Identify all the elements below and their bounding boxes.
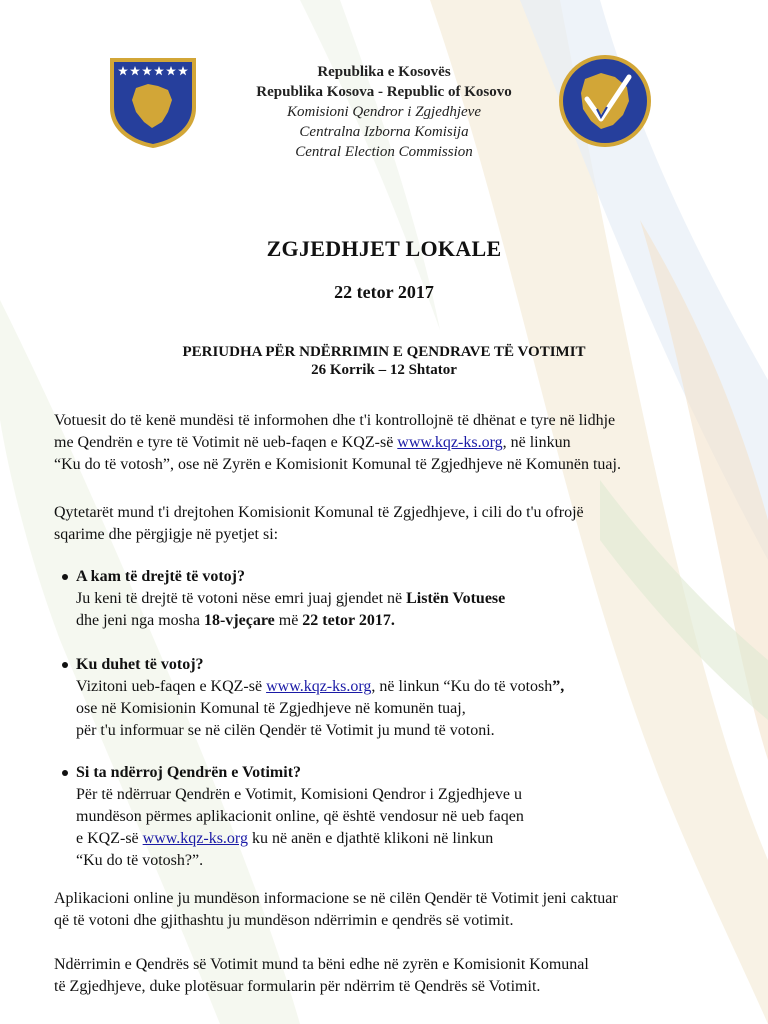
citizens-line-2: sqarime dhe përgjigje në pyetjet si: (54, 526, 279, 543)
intro-paragraph (54, 410, 744, 476)
answer-text: Ju keni të drejtë të votoni nëse emri juaj gjendet në (76, 590, 407, 607)
question-heading (62, 654, 742, 676)
question-change-polling-station (62, 762, 742, 872)
answer-text: dhe jeni nga mosha (76, 612, 204, 629)
office-change-paragraph (54, 954, 744, 998)
answer-line-1 (76, 676, 742, 698)
intro-line-2-text: me Qendrën e tyre të Votimit në ueb-faqen e KQZ-së (54, 434, 398, 451)
header-republic-sr-en: Republika Kosova - Republic of Kosovo (256, 84, 512, 100)
intro-line-3: “Ku do të votosh”, ose në Zyrën e Komisionit Komunal të Zgjedhjeve në Komunën tuaj. (54, 456, 621, 473)
answer-line-2 (76, 610, 742, 632)
answer-emphasis: Listën Votuese (406, 590, 506, 607)
period-title: PERIUDHA PËR NDËRRIMIN E QENDRAVE TË VOTIMIT (182, 344, 586, 360)
kqz-website-link[interactable]: www.kqz-ks.org (266, 678, 372, 695)
question-heading (62, 762, 742, 784)
bullet-icon (62, 770, 68, 776)
answer-body (76, 588, 742, 632)
answer-line-2: ose në Komisionin Komunal të Zgjedhjeve në komunën tuaj, (76, 700, 466, 717)
intro-line-2-tail: , në linkun (502, 434, 571, 451)
online-application-paragraph (54, 888, 744, 932)
bullet-icon (62, 574, 68, 580)
question-text: Si ta ndërroj Qendrën e Votimit? (76, 764, 302, 781)
question-heading (62, 566, 742, 588)
citizens-line-1: Qytetarët mund t'i drejtohen Komisionit Komunal të Zgjedhjeve, i cili do t'u ofrojë (54, 504, 584, 521)
answer-text: , në linkun “Ku do të votosh (371, 678, 553, 695)
answer-emphasis: ”, (552, 678, 565, 695)
page-title: ZGJEDHJET LOKALE (266, 236, 502, 261)
answer-line-3: për t'u informuar se në cilën Qendër të Votimit ju mund të votoni. (76, 722, 495, 739)
intro-line-1: Votuesit do të kenë mundësi të informohen dhe t'i kontrollojnë të dhënat e tyre në lidhje (54, 412, 616, 429)
answer-text: ku në anën e djathtë klikoni në linkun (247, 830, 494, 847)
header-commission-en: Central Election Commission (295, 144, 473, 160)
header-commission-sq: Komisioni Qendror i Zgjedhjeve (286, 104, 481, 120)
answer-line-1: Për të ndërruar Qendrën e Votimit, Komisioni Qendror i Zgjedhjeve u (76, 786, 522, 803)
period-dates: 26 Korrik – 12 Shtator (311, 362, 457, 378)
question-where-to-vote (62, 654, 742, 742)
online-line-1: Aplikacioni online ju mundëson informacione se në cilën Qendër të Votimit jeni caktuar (54, 890, 618, 907)
answer-emphasis: 18-vjeçare (203, 612, 275, 629)
header-commission-sr: Centralna Izborna Komisija (299, 124, 469, 140)
answer-emphasis: 22 tetor 2017. (302, 612, 395, 629)
office-line-2: të Zgjedhjeve, duke plotësuar formularin për ndërrim të Qendrës së Votimit. (54, 978, 541, 995)
question-text: A kam të drejtë të votoj? (76, 568, 245, 585)
kqz-website-link[interactable]: www.kqz-ks.org (397, 434, 503, 451)
question-right-to-vote (62, 566, 742, 632)
header-republic-sq: Republika e Kosovës (317, 64, 451, 80)
answer-text: e KQZ-së (76, 830, 143, 847)
answer-body (76, 676, 742, 742)
kqz-website-link[interactable]: www.kqz-ks.org (142, 830, 248, 847)
answer-text: më (274, 612, 303, 629)
answer-line-3 (76, 828, 742, 850)
citizens-paragraph (54, 502, 744, 546)
institution-header (0, 62, 768, 162)
answer-line-1 (76, 588, 742, 610)
office-line-1: Ndërrimin e Qendrës së Votimit mund ta bëni edhe në zyrën e Komisionit Komunal (54, 956, 589, 973)
answer-line-4: “Ku do të votosh?”. (76, 852, 204, 869)
answer-body (76, 784, 742, 872)
intro-line-2 (54, 432, 744, 454)
question-text: Ku duhet të votoj? (76, 656, 204, 673)
bullet-icon (62, 662, 68, 668)
election-date: 22 tetor 2017 (334, 282, 434, 302)
answer-text: Vizitoni ueb-faqen e KQZ-së (76, 678, 267, 695)
period-section (0, 343, 768, 379)
answer-line-2: mundëson përmes aplikacionit online, që është vendosur në ueb faqen (76, 808, 524, 825)
online-line-2: që të votoni dhe gjithashtu ju mundëson ndërrimin e qendrës së votimit. (54, 912, 514, 929)
